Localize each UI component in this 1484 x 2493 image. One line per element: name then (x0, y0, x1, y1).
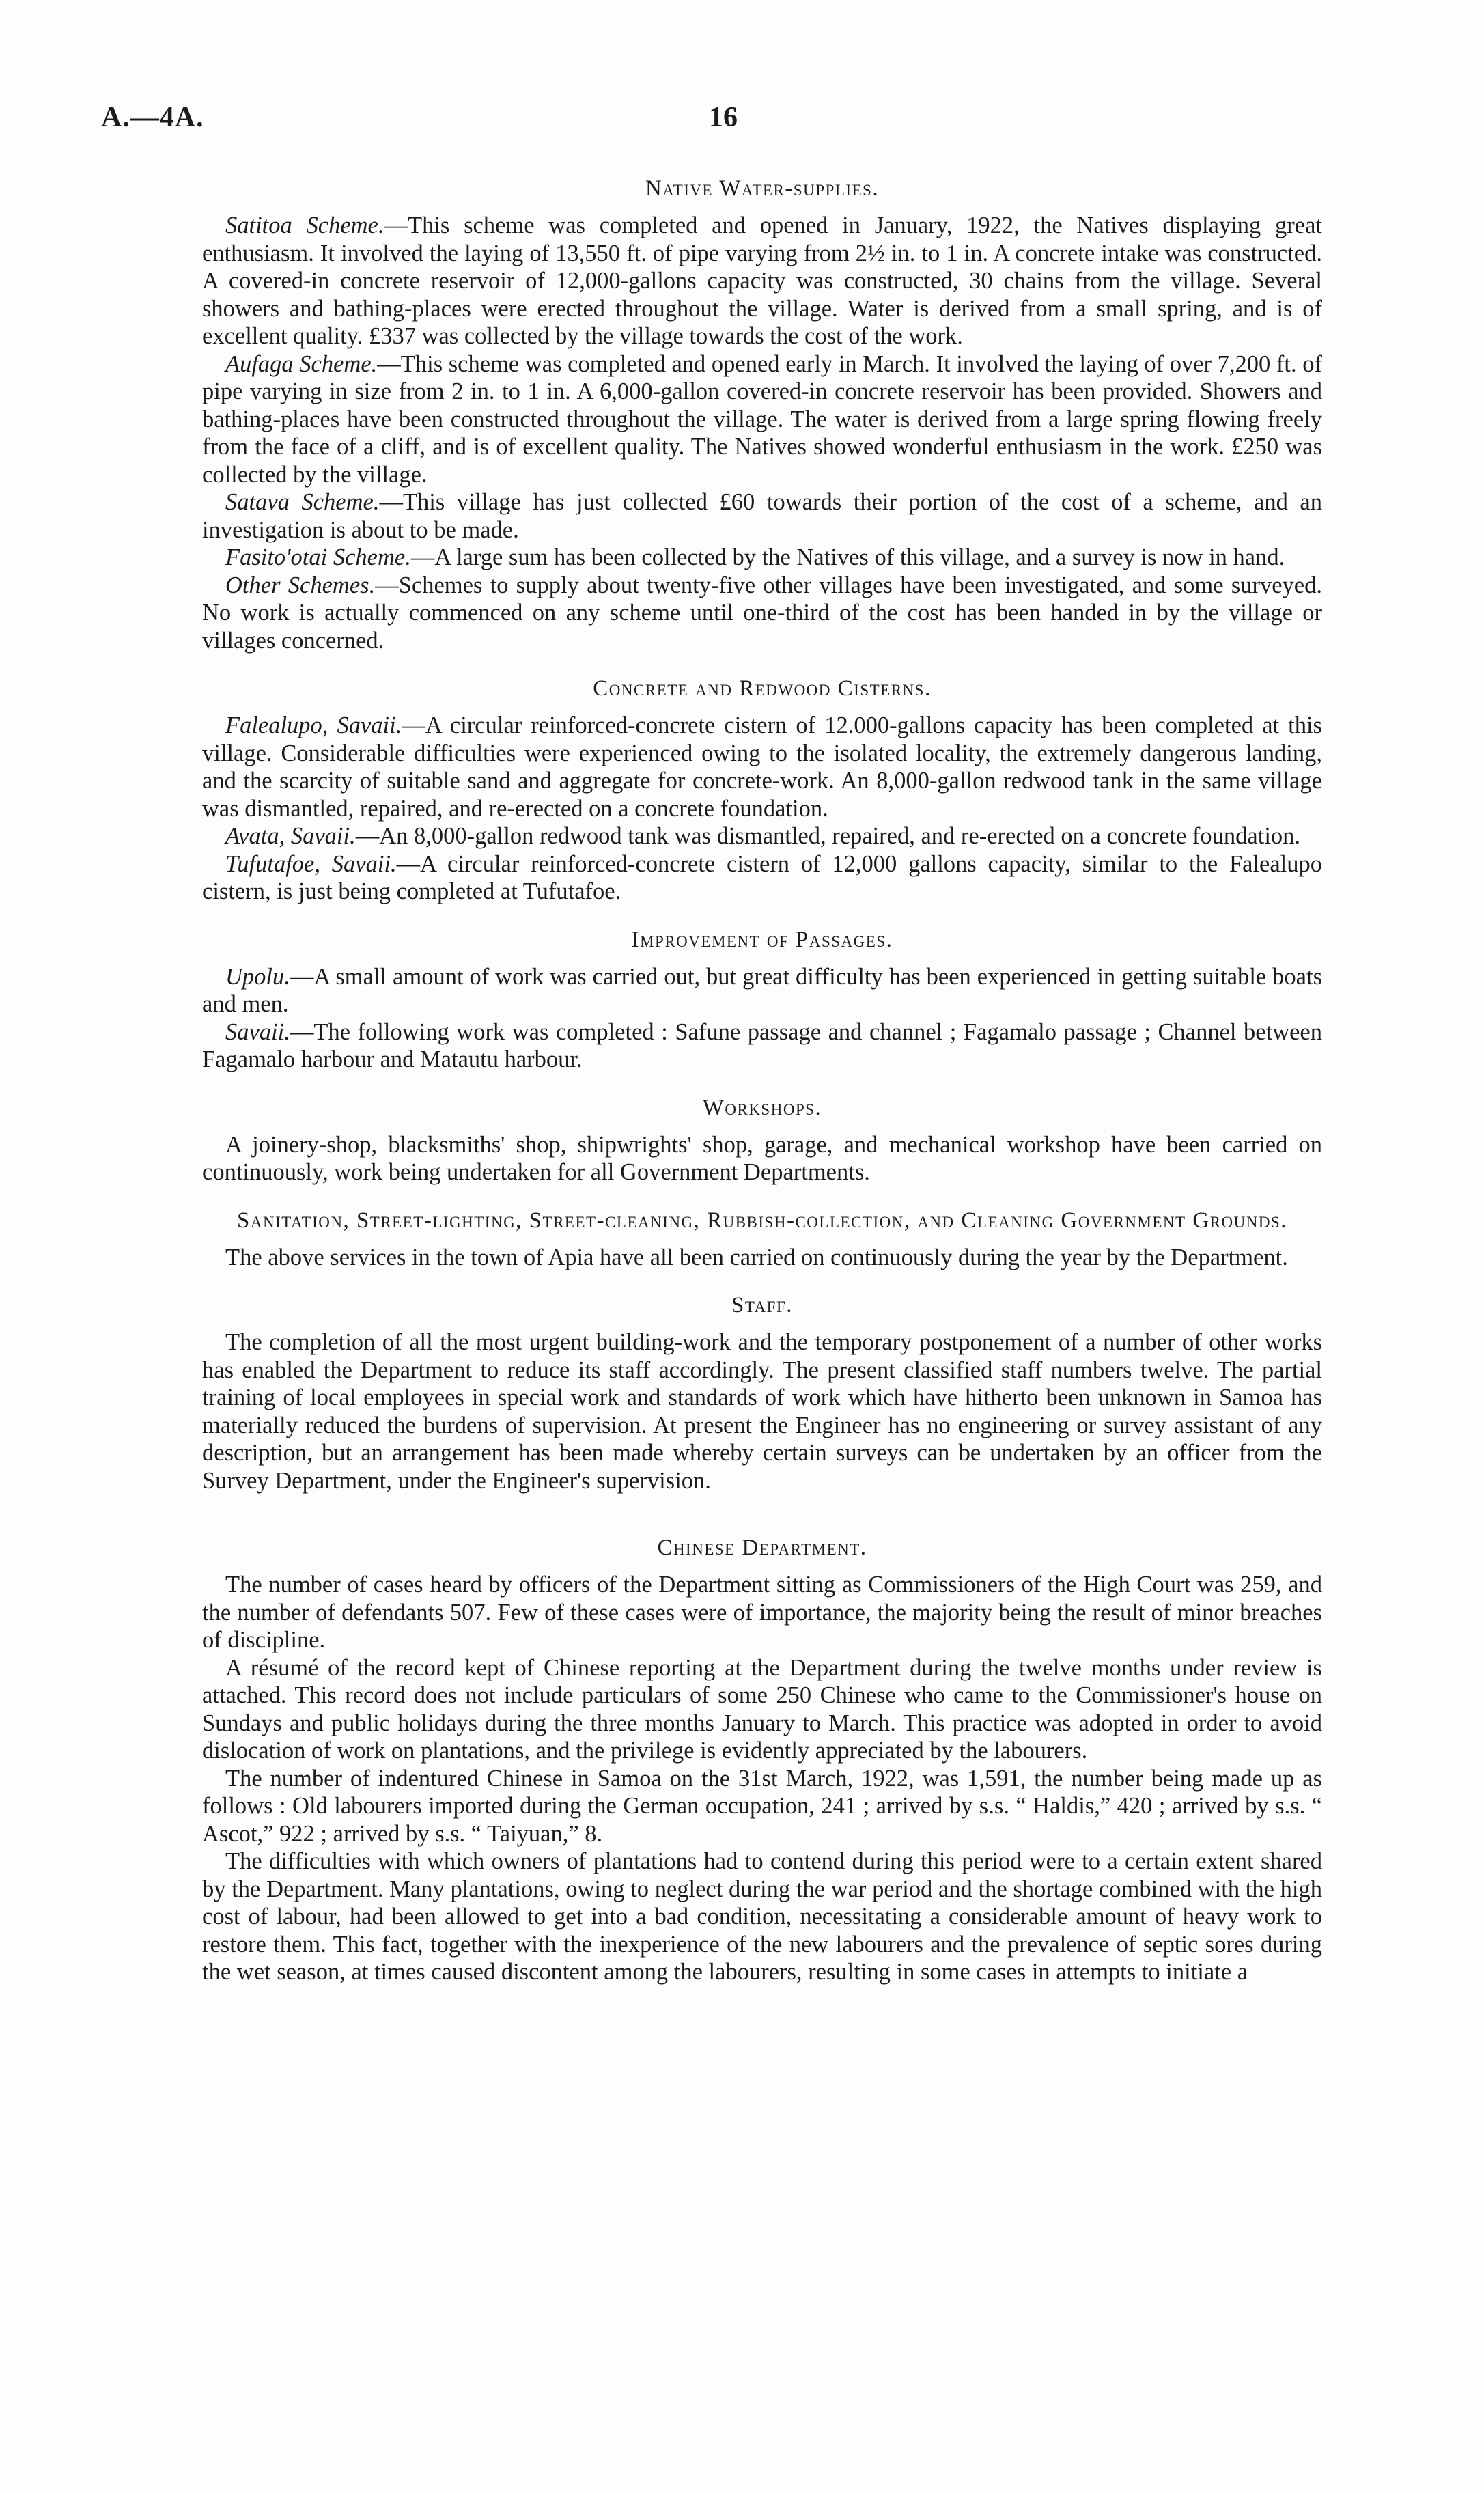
paragraph (202, 1848, 1322, 1986)
section-heading: Improvement of Passages. (631, 927, 893, 952)
section-heading: Concrete and Redwood Cisterns. (593, 676, 932, 701)
paragraph (202, 963, 1322, 1018)
page-number: 16 (709, 102, 738, 133)
paragraph-text: The number of indentured Chinese in Samoa on the 31st March, 1922, was 1,591, the number being made up as follows : Old labourers imported during the German occupation, 241 ; arrived by s.s. “ Haldis,” 420 ; arrived by s.s. “ Ascot,” 922 ; arrived by s.s. “ Taiyuan,” 8. (202, 1765, 1322, 1847)
paragraph (202, 572, 1322, 655)
paragraph-text: —Schemes to supply about twenty-five other villages have been investigated, and some surveyed. No work is actually commenced on any scheme until one-third of the cost has been handed in by the village or villages concerned. (202, 572, 1322, 654)
paragraph-text: The difficulties with which owners of plantations had to contend during this period were to a certain extent shared by the Department. Many plantations, owing to neglect during the war period and the shortage combined with the high cost of labour, had been allowed to get into a bad condition, necessitating a considerable amount of heavy work to restore them. This fact, together with the inexperience of the new labourers and the prevalence of septic sores during the wet season, at times caused discontent among the labourers, resulting in some cases in attempts to initiate a (202, 1848, 1322, 1985)
paragraph-text: The above services in the town of Apia have all been carried on continuously during the year by the Department. (225, 1244, 1288, 1270)
section-heading: Sanitation, Street-lighting, Street-cleaning, Rubbish-collection, and Cleaning Government Grounds. (237, 1208, 1287, 1233)
paragraph (202, 544, 1322, 572)
paragraph-lead: Aufaga Scheme. (225, 350, 378, 377)
paragraph (202, 350, 1322, 489)
section-heading: Workshops. (702, 1095, 822, 1120)
document-reference: A.—4A. (101, 102, 204, 133)
paragraph-text: —The following work was completed : Safune passage and channel ; Fagamalo passage ; Channel between Fagamalo harbour and Matautu harbour. (202, 1018, 1322, 1072)
paragraph-text: —A circular reinforced-concrete cistern of 12,000 gallons capacity, similar to the Falealupo cistern, is just being completed at Tufutafoe. (202, 850, 1322, 904)
paragraph-lead: Tufutafoe, Savaii. (225, 850, 397, 877)
paragraph-text: A joinery-shop, blacksmiths' shop, shipwrights' shop, garage, and mechanical workshop have been carried on continuously, work being undertaken for all Government Departments. (202, 1131, 1322, 1185)
paragraph (202, 1654, 1322, 1765)
paragraph-text: —This village has just collected £60 towards their portion of the cost of a scheme, and an investigation is about to be made. (202, 489, 1322, 543)
paragraph-text: The completion of all the most urgent building-work and the temporary postponement of a number of other works has enabled the Department to reduce its staff accordingly. The present classified staff numbers twelve. The partial training of local employees in special work and standards of work which have hitherto been unknown in Samoa has materially reduced the burdens of supervision. At present the Engineer has no engineering or survey assistant of any description, but an arrangement has been made whereby certain surveys can be undertaken by an officer from the Survey Department, under the Engineer's supervision. (202, 1329, 1322, 1494)
page-body (202, 175, 1322, 1986)
paragraph-lead: Upolu. (225, 963, 290, 990)
section-heading: Chinese Department. (657, 1535, 867, 1560)
page-header (101, 101, 1324, 149)
paragraph (202, 1131, 1322, 1186)
paragraph-text: —An 8,000-gallon redwood tank was dismantled, repaired, and re-erected on a concrete foundation. (355, 823, 1301, 849)
paragraph (202, 822, 1322, 850)
section-heading: Staff. (731, 1293, 793, 1318)
paragraph-text: —This scheme was completed and opened in January, 1922, the Natives displaying great enthusiasm. It involved the laying of 13,550 ft. of pipe varying from 2½ in. to 1 in. A concrete intake was constructed. A covered-in concrete reservoir of 12,000-gallons capacity was constructed, 30 chains from the village. Several showers and bathing-places were erected throughout the village. Water is derived from a small spring, and is of excellent quality. £337 was collected by the village towards the cost of the work. (202, 212, 1323, 349)
paragraph (202, 1244, 1322, 1272)
paragraph-lead: Satava Scheme. (225, 489, 380, 515)
paragraph-text: —This scheme was completed and opened early in March. It involved the laying of over 7,200 ft. of pipe varying in size from 2 in. to 1 in. A 6,000-gallon covered-in concrete reservoir has been provided. Showers and bathing-places have been constructed throughout the village. The water is derived from a large spring flowing freely from the face of a cliff, and is of excellent quality. The Natives showed wonderful enthusiasm in the work. £250 was collected by the village. (202, 350, 1322, 488)
paragraph-text: —A large sum has been collected by the Natives of this village, and a survey is now in hand. (410, 544, 1285, 570)
paragraph (202, 212, 1322, 350)
paragraph-lead: Avata, Savaii. (225, 823, 356, 849)
paragraph (202, 712, 1322, 822)
paragraph (202, 1571, 1322, 1654)
paragraph (202, 1328, 1322, 1494)
paragraph-text: The number of cases heard by officers of the Department sitting as Commissioners of the High Court was 259, and the number of defendants 507. Few of these cases were of importance, the majority being the result of minor breaches of discipline. (202, 1572, 1322, 1653)
paragraph-lead: Fasito'otai Scheme. (225, 544, 411, 570)
paragraph-lead: Falealupo, Savaii. (225, 712, 402, 738)
paragraph-lead: Satitoa Scheme. (225, 212, 384, 238)
section-heading: Native Water-supplies. (645, 176, 880, 201)
paragraph (202, 1765, 1322, 1848)
paragraph-text: A résumé of the record kept of Chinese reporting at the Department during the twelve months under review is attached. This record does not include particulars of some 250 Chinese who came to the Commissioner's house on Sundays and public holidays during the three months January to March. This practice was adopted in order to avoid dislocation of work on plantations, and the privilege is evidently appreciated by the labourers. (202, 1654, 1322, 1764)
paragraph-lead: Other Schemes. (225, 572, 376, 598)
paragraph-lead: Savaii. (225, 1018, 290, 1045)
paragraph-text: —A small amount of work was carried out, but great difficulty has been experienced in getting suitable boats and men. (202, 963, 1322, 1017)
paragraph (202, 488, 1322, 544)
paragraph (202, 1018, 1322, 1074)
paragraph (202, 850, 1322, 906)
paragraph-text: —A circular reinforced-concrete cistern of 12.000-gallons capacity has been completed at this village. Considerable difficulties were experienced owing to the isolated locality, the extremely dangerous landing, and the scarcity of suitable sand and aggregate for concrete-work. An 8,000-gallon redwood tank in the same village was dismantled, repaired, and re-erected on a concrete foundation. (202, 712, 1322, 822)
